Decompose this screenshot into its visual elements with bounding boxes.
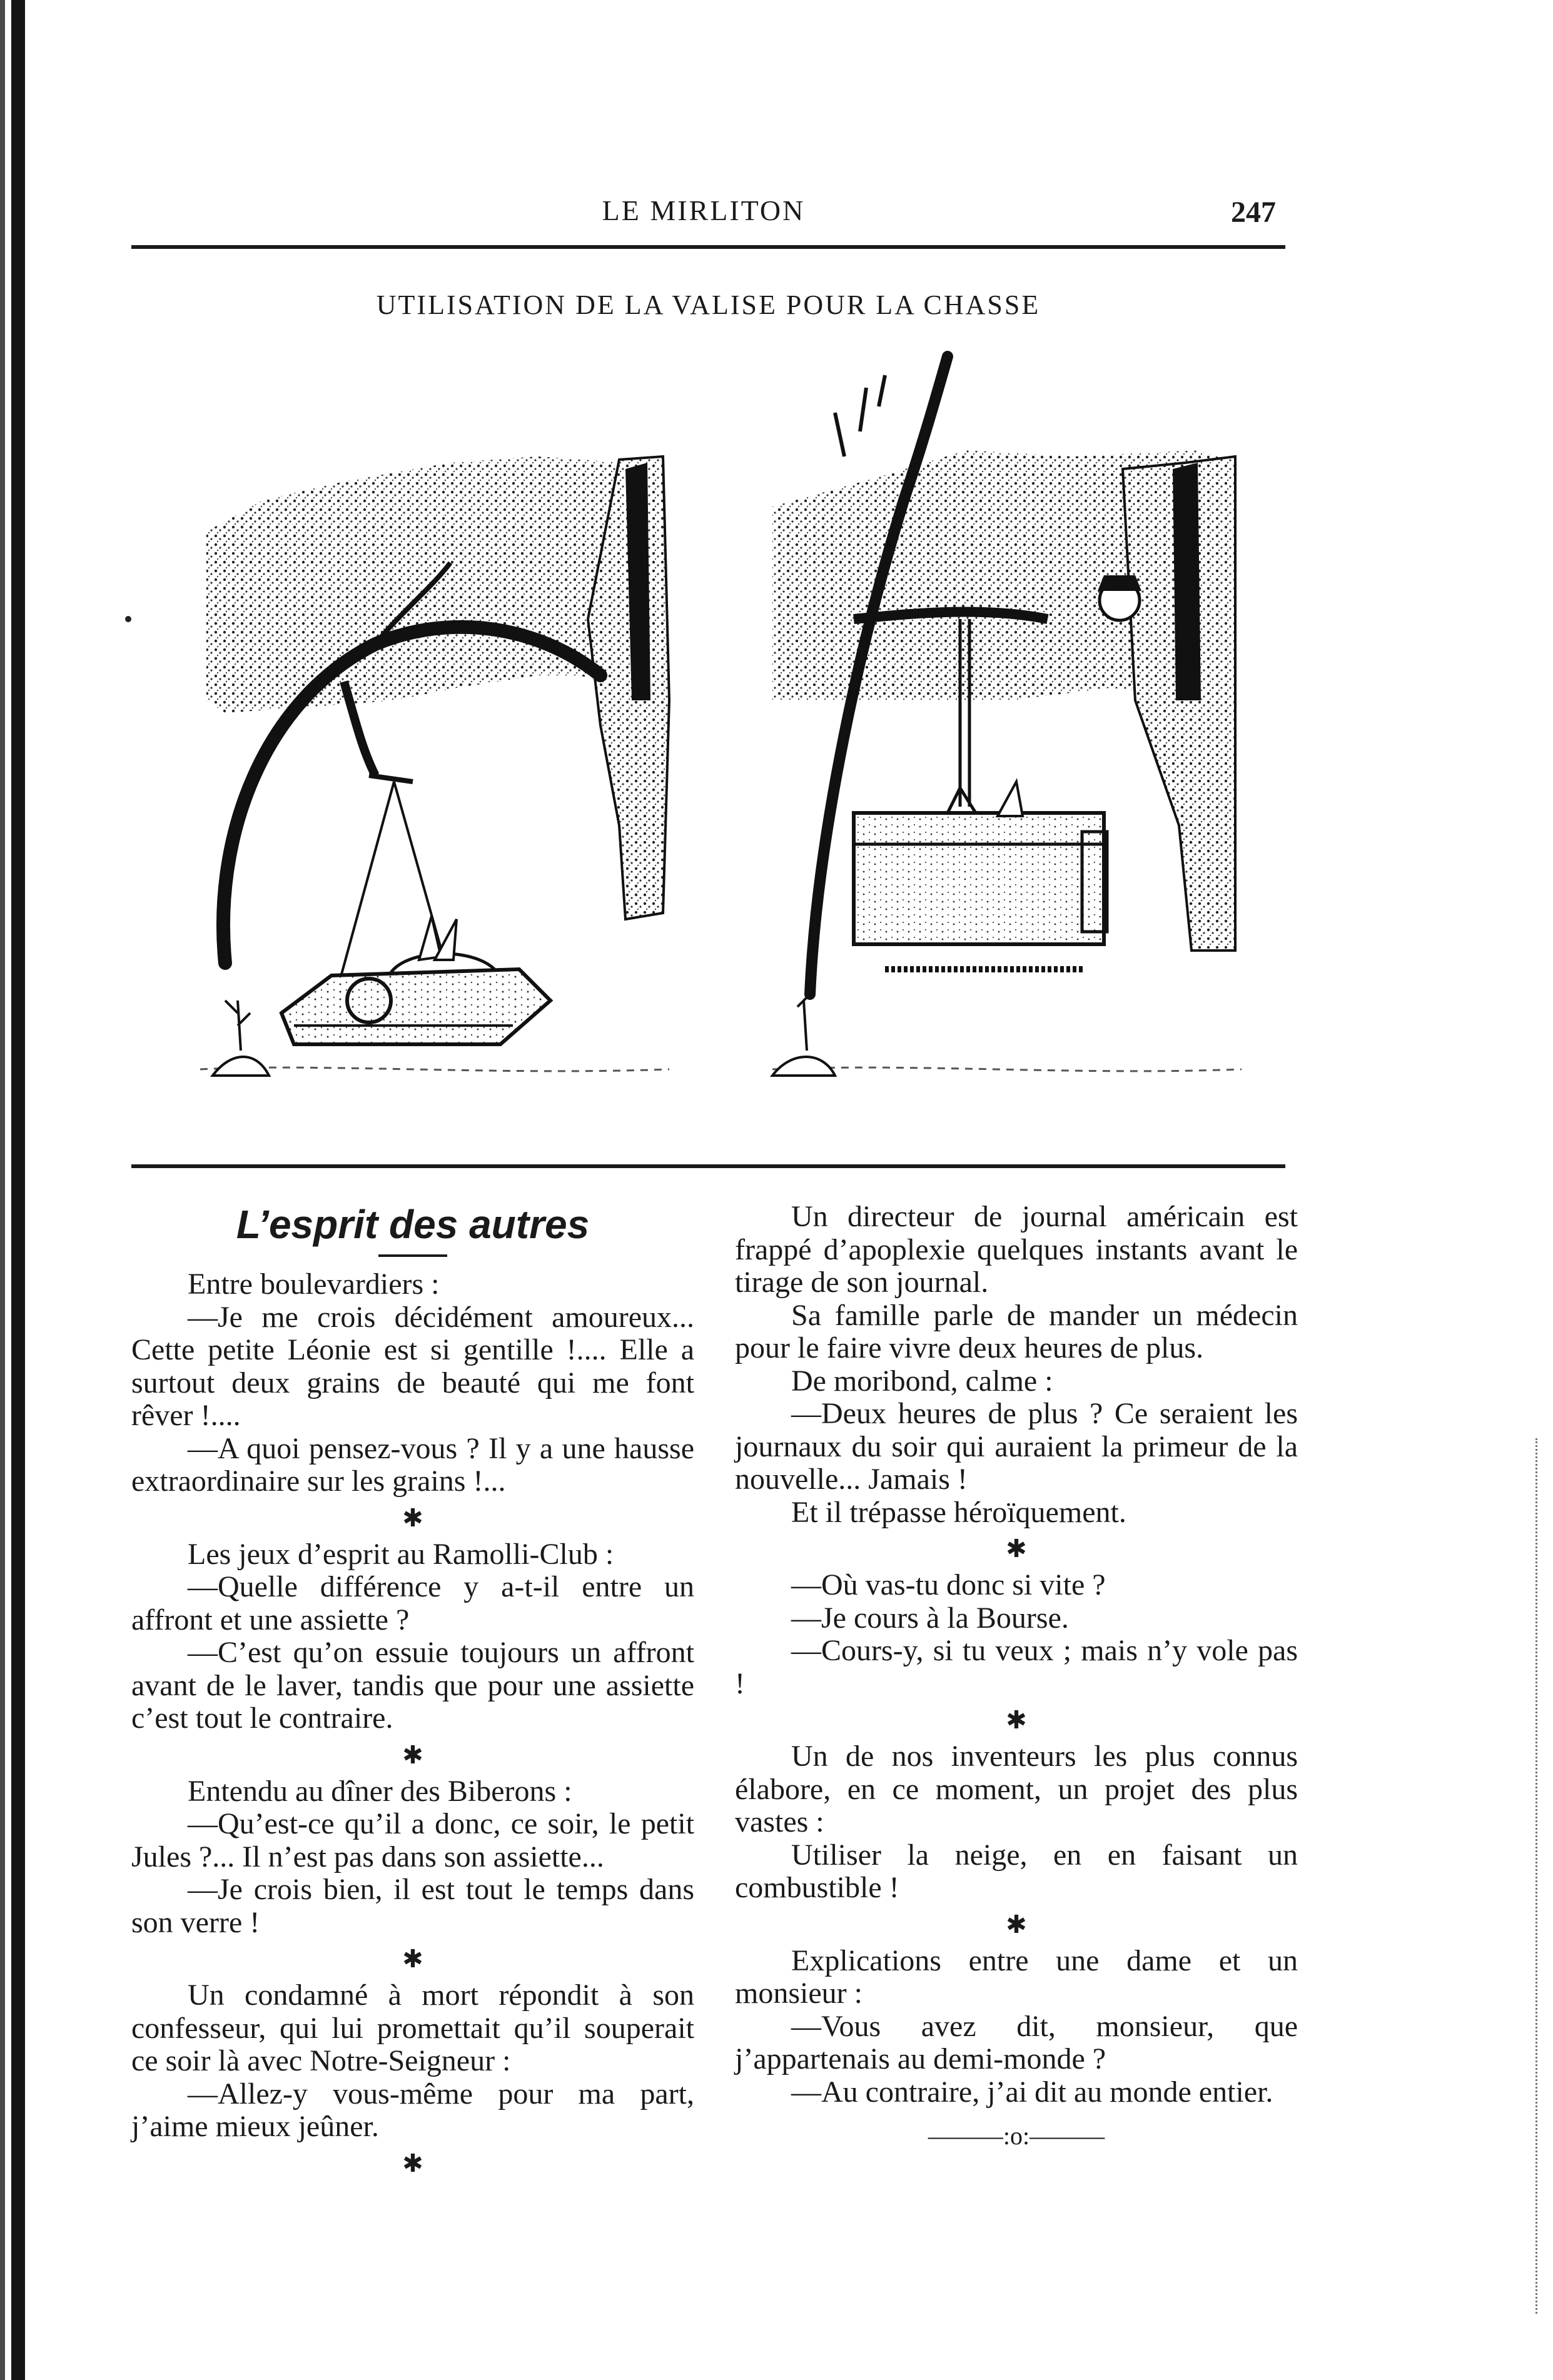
column-heading: L’esprit des autres [236,1202,590,1247]
right-column [735,1201,1298,2155]
paragraph: Utiliser la neige, en en faisant un combustible ! [735,1838,1298,1904]
paragraph: —Je cours à la Bourse. [791,1601,1069,1635]
left-column [131,1201,694,2184]
paragraph: Un de nos inventeurs les plus connus élabore, en ce moment, un projet des plus vastes : [735,1740,1298,1838]
paragraph: Et il trépasse héroïquement. [791,1495,1126,1529]
paragraph: Les jeux d’esprit au Ramolli-Club : [188,1537,614,1571]
paragraph: —C’est qu’on essuie toujours un affront avant de le laver, tandis que pour une assiette c’est tout le contraire. [131,1636,694,1735]
binding-shadow [0,0,5,2380]
page-edge-dots [1535,1438,1539,2314]
paragraph: Entendu au dîner des Biberons : [188,1774,572,1808]
section-asterisk: ✱ [1006,1706,1027,1734]
paragraph: —Quelle différence y a-t-il entre un affront et une assiette ? [131,1570,694,1636]
paragraph: —Vous avez dit, monsieur, que j’appartenais au demi-monde ? [735,2009,1298,2075]
illustration-left [188,350,675,1101]
paragraph: —A quoi pensez-vous ? Il y a une hausse extraordinaire sur les grains !... [131,1431,694,1498]
binding-edge [11,0,25,2380]
closed-valise-hunter-drawing [760,350,1248,1101]
paragraph: Sa famille parle de mander un médecin pour le faire vivre deux heures de plus. [735,1298,1298,1364]
header-rule [131,245,1285,249]
paragraph: —Où vas-tu donc si vite ? [791,1568,1106,1601]
margin-speck [125,616,131,622]
paragraph: —Je me crois décidément amoureux... Cette petite Léonie est si gentille !.... Elle a surtout deux grains de beauté qui me font rêver !.... [131,1300,694,1432]
paragraph: Entre boulevardiers : [188,1268,440,1301]
paragraph: —Cours-y, si tu veux ; mais n’y vole pas ! [735,1634,1298,1700]
paragraph: De moribond, calme : [791,1364,1053,1398]
journal-title: LE MIRLITON [602,194,806,226]
paragraph: Un directeur de journal américain est frappé d’apoplexie quelques instants avant le tirage de son journal. [735,1200,1298,1299]
running-head [131,188,1276,238]
illustration-caption: UTILISATION DE LA VALISE POUR LA CHASSE [376,290,1041,320]
section-asterisk: ✱ [402,1503,423,1532]
section-rule [131,1164,1285,1168]
section-asterisk: ✱ [1006,1910,1027,1939]
section-asterisk: ✱ [402,2149,423,2177]
end-ornament: ———:o:——— [928,2122,1105,2150]
open-valise-trap-drawing [188,350,675,1101]
page-number: 247 [1231,196,1276,229]
heading-rule [378,1254,447,1257]
paragraph: Un condamné à mort répondit à son confesseur, qui lui promettait qu’il souperait ce soir là avec Notre-Seigneur : [131,1979,694,2077]
paragraph: —Je crois bien, il est tout le temps dans son verre ! [131,1873,694,1939]
paragraph: —Allez-y vous-même pour ma part, j’aime mieux jeûner. [131,2077,694,2143]
paragraph: —Au contraire, j’ai dit au monde entier. [791,2075,1273,2109]
illustration-right [760,350,1248,1101]
paragraph: —Deux heures de plus ? Ce seraient les journaux du soir qui auraient la primeur de la nouvelle... Jamais ! [735,1397,1298,1496]
section-asterisk: ✱ [402,1740,423,1769]
paragraph: Explications entre une dame et un monsieur : [735,1944,1298,2010]
section-asterisk: ✱ [1006,1535,1027,1563]
paragraph: —Qu’est-ce qu’il a donc, ce soir, le petit Jules ?... Il n’est pas dans son assiette... [131,1807,694,1873]
section-asterisk: ✱ [402,1945,423,1973]
